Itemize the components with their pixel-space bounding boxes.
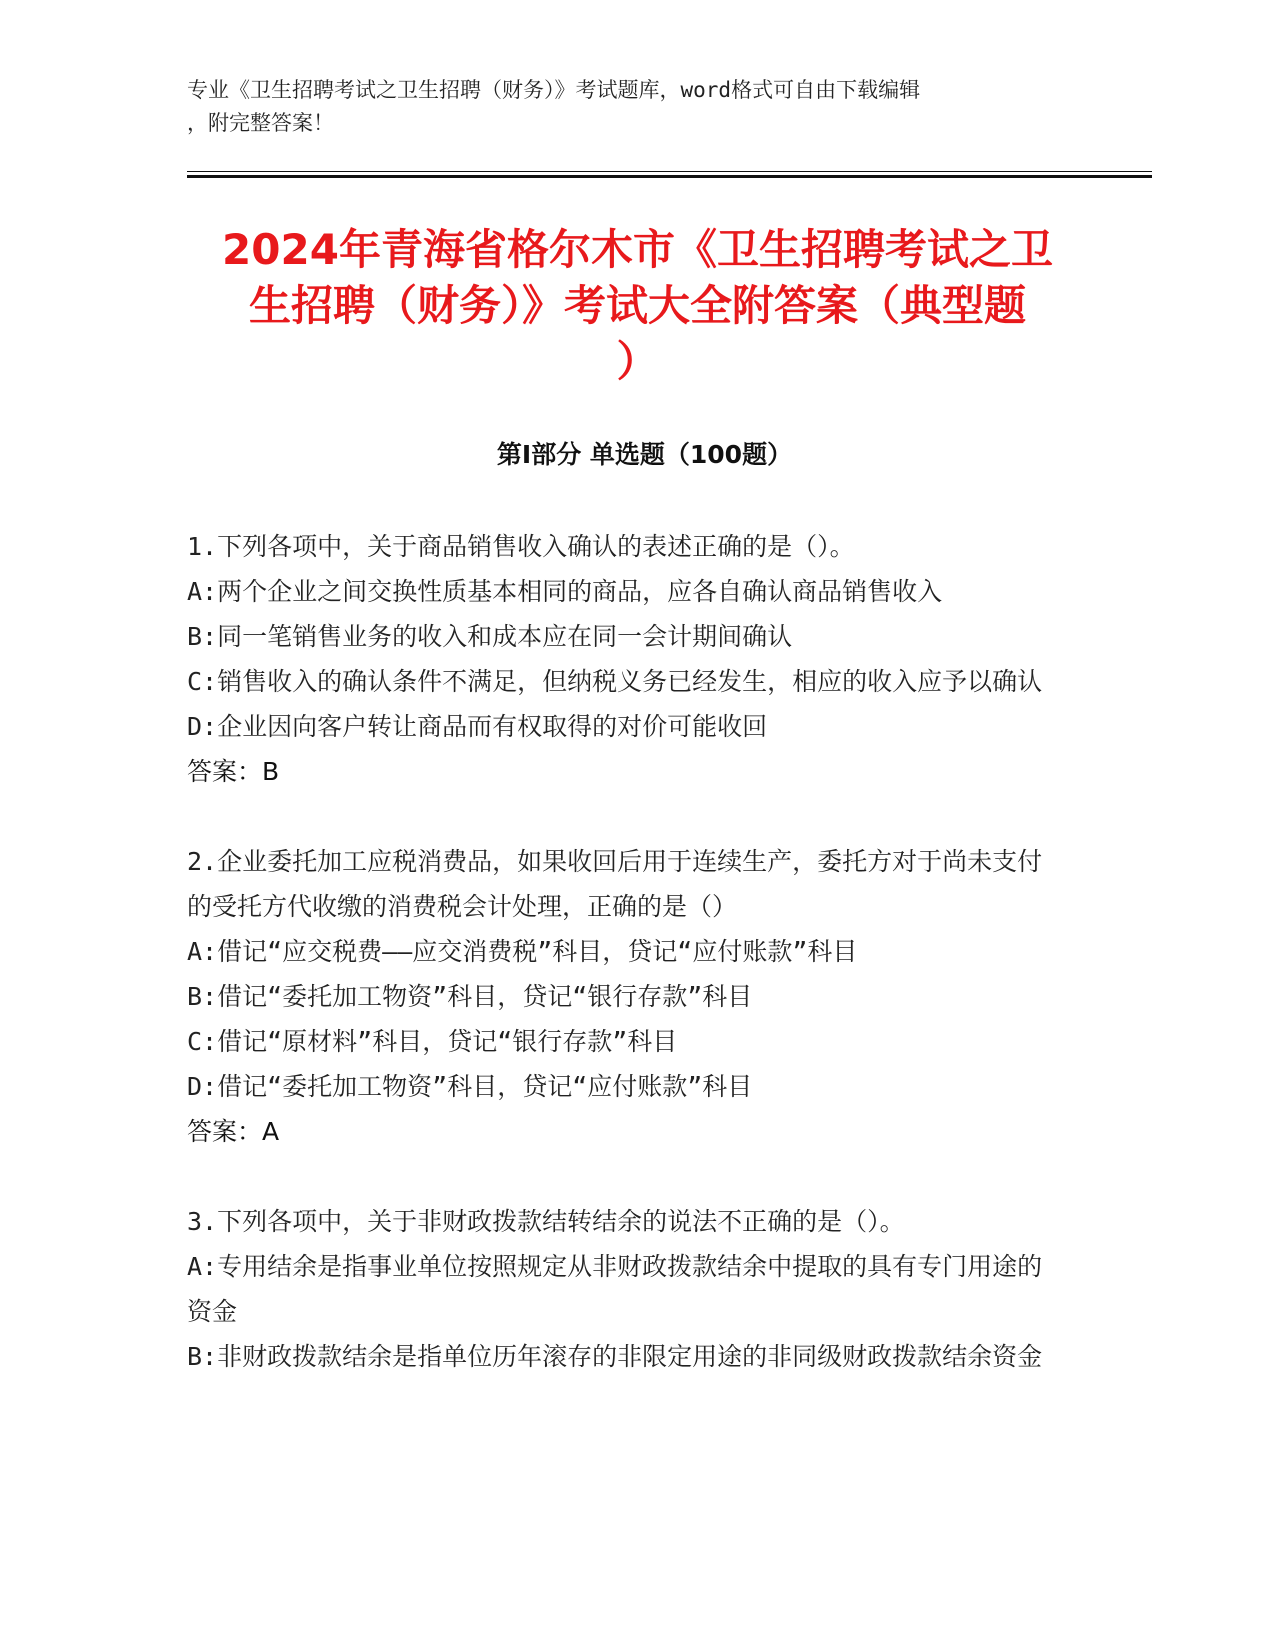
document-title	[180, 222, 1095, 390]
question-stem: 1.下列各项中，关于商品销售收入确认的表述正确的是（）。	[187, 532, 855, 561]
option-c: C:借记“原材料”科目，贷记“银行存款”科目	[187, 1027, 678, 1056]
option-c: C:销售收入的确认条件不满足，但纳税义务已经发生，相应的收入应予以确认	[187, 667, 1043, 696]
question-1	[187, 524, 1067, 794]
document-title-line3: ）	[616, 337, 659, 386]
question-stem: 2.企业委托加工应税消费品，如果收回后用于连续生产，委托方对于尚未支付的受托方代收缴的消费税会计处理，正确的是（）	[187, 847, 1043, 921]
option-b: B:同一笔销售业务的收入和成本应在同一会计期间确认	[187, 622, 793, 651]
header-divider-thick	[187, 175, 1152, 178]
question-2	[187, 839, 1067, 1154]
answer-line: 答案：B	[187, 757, 280, 786]
option-a: A:借记“应交税费——应交消费税”科目，贷记“应付账款”科目	[187, 937, 858, 966]
document-title-line1: 2024年青海省格尔木市《卫生招聘考试之卫	[222, 225, 1053, 274]
option-d: D:借记“委托加工物资”科目，贷记“应付账款”科目	[187, 1072, 753, 1101]
header-note-line1: 专业《卫生招聘考试之卫生招聘（财务）》考试题库，word格式可自由下载编辑	[187, 78, 921, 102]
option-a: A:专用结余是指事业单位按照规定从非财政拨款结余中提取的具有专门用途的资金	[187, 1252, 1043, 1326]
answer-line: 答案：A	[187, 1117, 280, 1146]
section-title: 第I部分 单选题（100题）	[496, 440, 793, 469]
option-b: B:非财政拨款结余是指单位历年滚存的非限定用途的非同级财政拨款结余资金	[187, 1342, 1043, 1371]
document-title-line2: 生招聘（财务）》考试大全附答案（典型题	[248, 281, 1026, 330]
question-3	[187, 1199, 1067, 1379]
header-note	[187, 74, 1067, 140]
option-b: B:借记“委托加工物资”科目，贷记“银行存款”科目	[187, 982, 753, 1011]
question-stem: 3.下列各项中，关于非财政拨款结转结余的说法不正确的是（）。	[187, 1207, 905, 1236]
option-d: D:企业因向客户转让商品而有权取得的对价可能收回	[187, 712, 768, 741]
header-note-line2: ，附完整答案！	[187, 111, 334, 135]
question-list	[187, 524, 1067, 1424]
option-a: A:两个企业之间交换性质基本相同的商品，应各自确认商品销售收入	[187, 577, 943, 606]
header-divider-thin	[187, 171, 1152, 172]
